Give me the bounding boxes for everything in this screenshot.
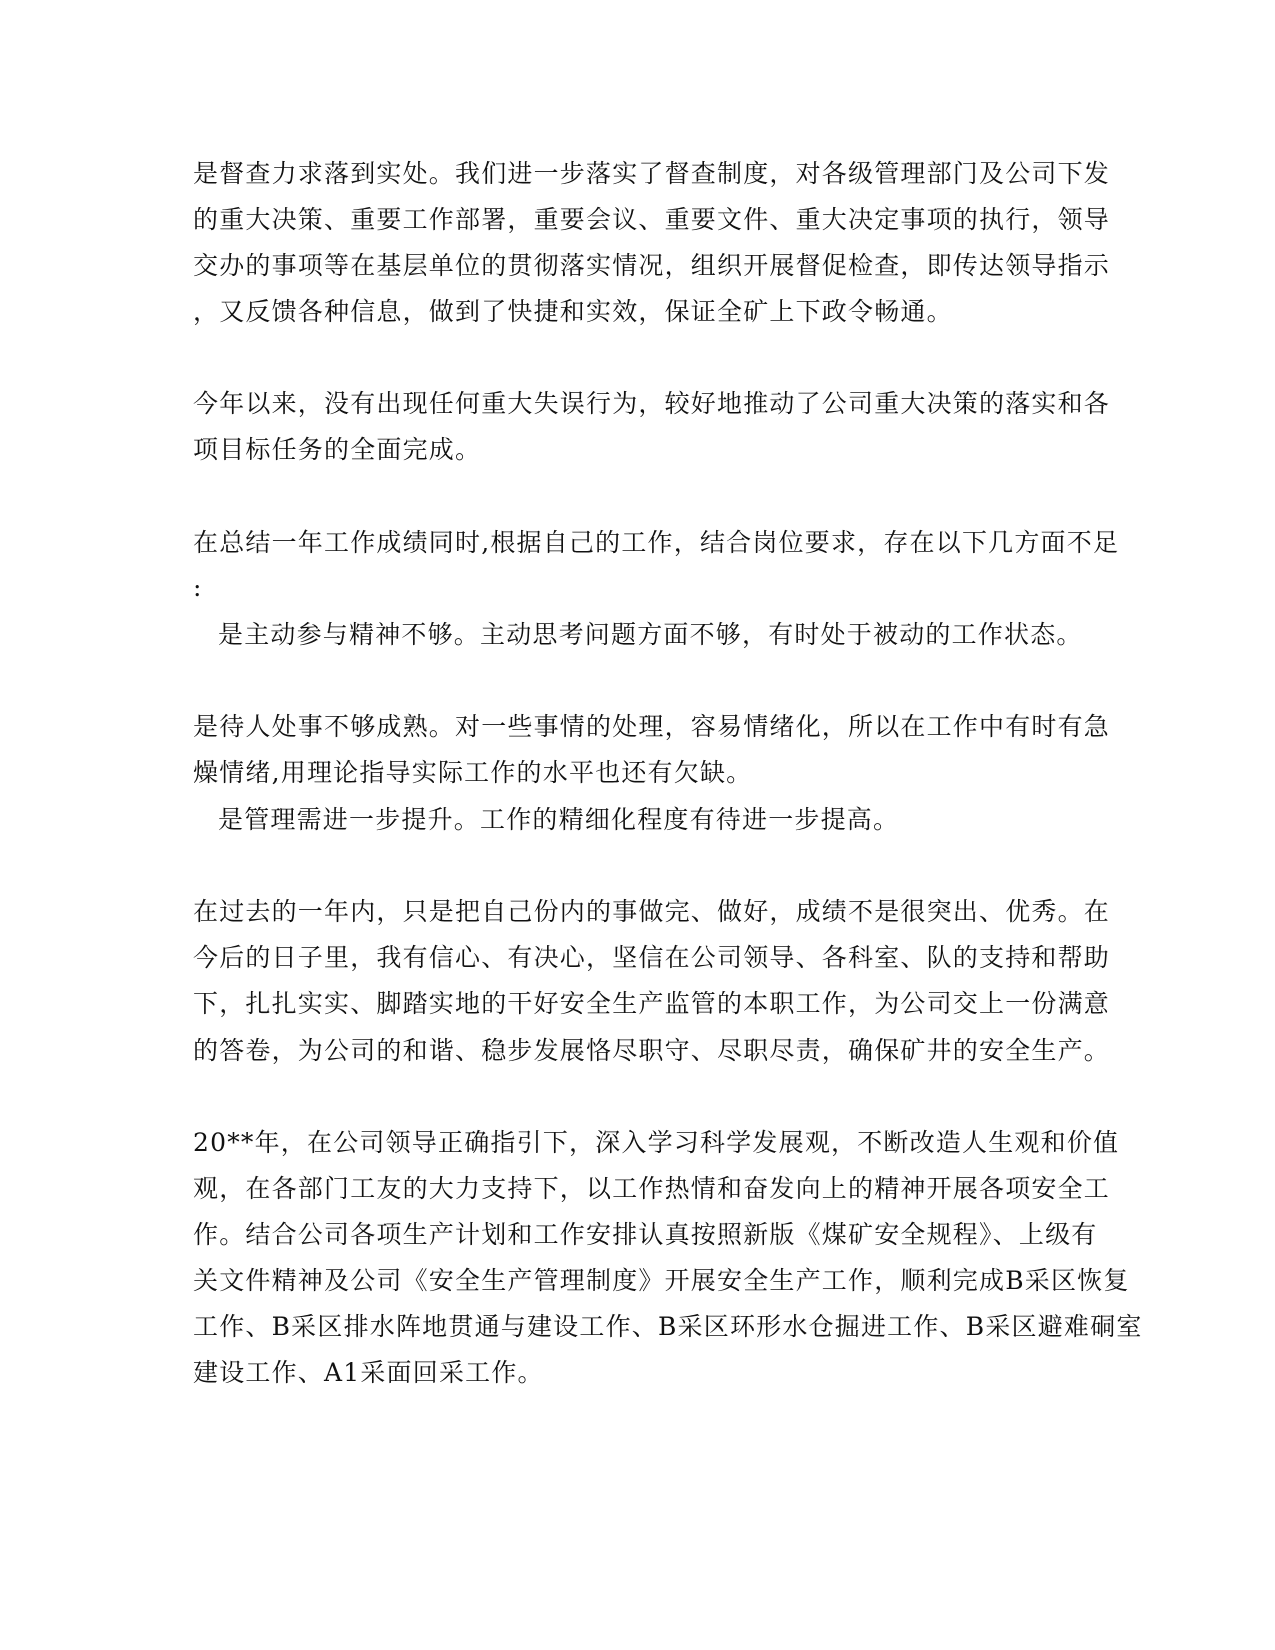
text-line: 关文件精神及公司《安全生产管理制度》开展安全生产工作，顺利完成B采区恢复 [193, 1266, 1130, 1295]
text-line: 燥情绪,用理论指导实际工作的水平也还有欠缺。 [193, 758, 753, 787]
text-line: 作。结合公司各项生产计划和工作安排认真按照新版《煤矿安全规程》、上级有 [193, 1220, 1098, 1249]
text-line: 是待人处事不够成熟。对一些事情的处理，容易情绪化，所以在工作中有时有急 [193, 712, 1111, 741]
text-line: 是管理需进一步提升。工作的精细化程度有待进一步提高。 [218, 805, 900, 834]
text-line: 工作、B采区排水阵地贯通与建设工作、B采区环形水仓掘进工作、B采区避难硐室 [193, 1312, 1143, 1341]
text-line: 是督查力求落到实处。我们进一步落实了督查制度，对各级管理部门及公司下发 [193, 159, 1111, 188]
text-line: 建设工作、A1采面回采工作。 [193, 1358, 544, 1387]
text-line: 下，扎扎实实、脚踏实地的干好安全生产监管的本职工作，为公司交上一份满意 [193, 989, 1111, 1018]
text-line: 在总结一年工作成绩同时,根据自己的工作，结合岗位要求，存在以下几方面不足 [193, 528, 1120, 557]
text-line: 的答卷，为公司的和谐、稳步发展恪尽职守、尽职尽责，确保矿井的安全生产。 [193, 1036, 1111, 1065]
text-line: 20**年，在公司领导正确指引下，深入学习科学发展观，不断改造人生观和价值 [193, 1128, 1120, 1157]
text-line: 的重大决策、重要工作部署，重要会议、重要文件、重大决定事项的执行，领导 [193, 205, 1111, 234]
text-line: 在过去的一年内，只是把自己份内的事做完、做好，成绩不是很突出、优秀。在 [193, 897, 1111, 926]
text-line: : [193, 573, 203, 602]
text-line: 今后的日子里，我有信心、有决心，坚信在公司领导、各科室、队的支持和帮助 [193, 943, 1111, 972]
text-line: 是主动参与精神不够。主动思考问题方面不够，有时处于被动的工作状态。 [218, 620, 1083, 649]
text-line: 项目标任务的全面完成。 [193, 435, 482, 464]
text-line: 今年以来，没有出现任何重大失误行为，较好地推动了公司重大决策的落实和各 [193, 389, 1111, 418]
text-line: ，又反馈各种信息，做到了快捷和实效，保证全矿上下政令畅通。 [193, 297, 953, 326]
text-line: 观，在各部门工友的大力支持下，以工作热情和奋发向上的精神开展各项安全工 [193, 1174, 1111, 1203]
text-line: 交办的事项等在基层单位的贯彻落实情况，组织开展督促检查，即传达领导指示 [193, 251, 1111, 280]
